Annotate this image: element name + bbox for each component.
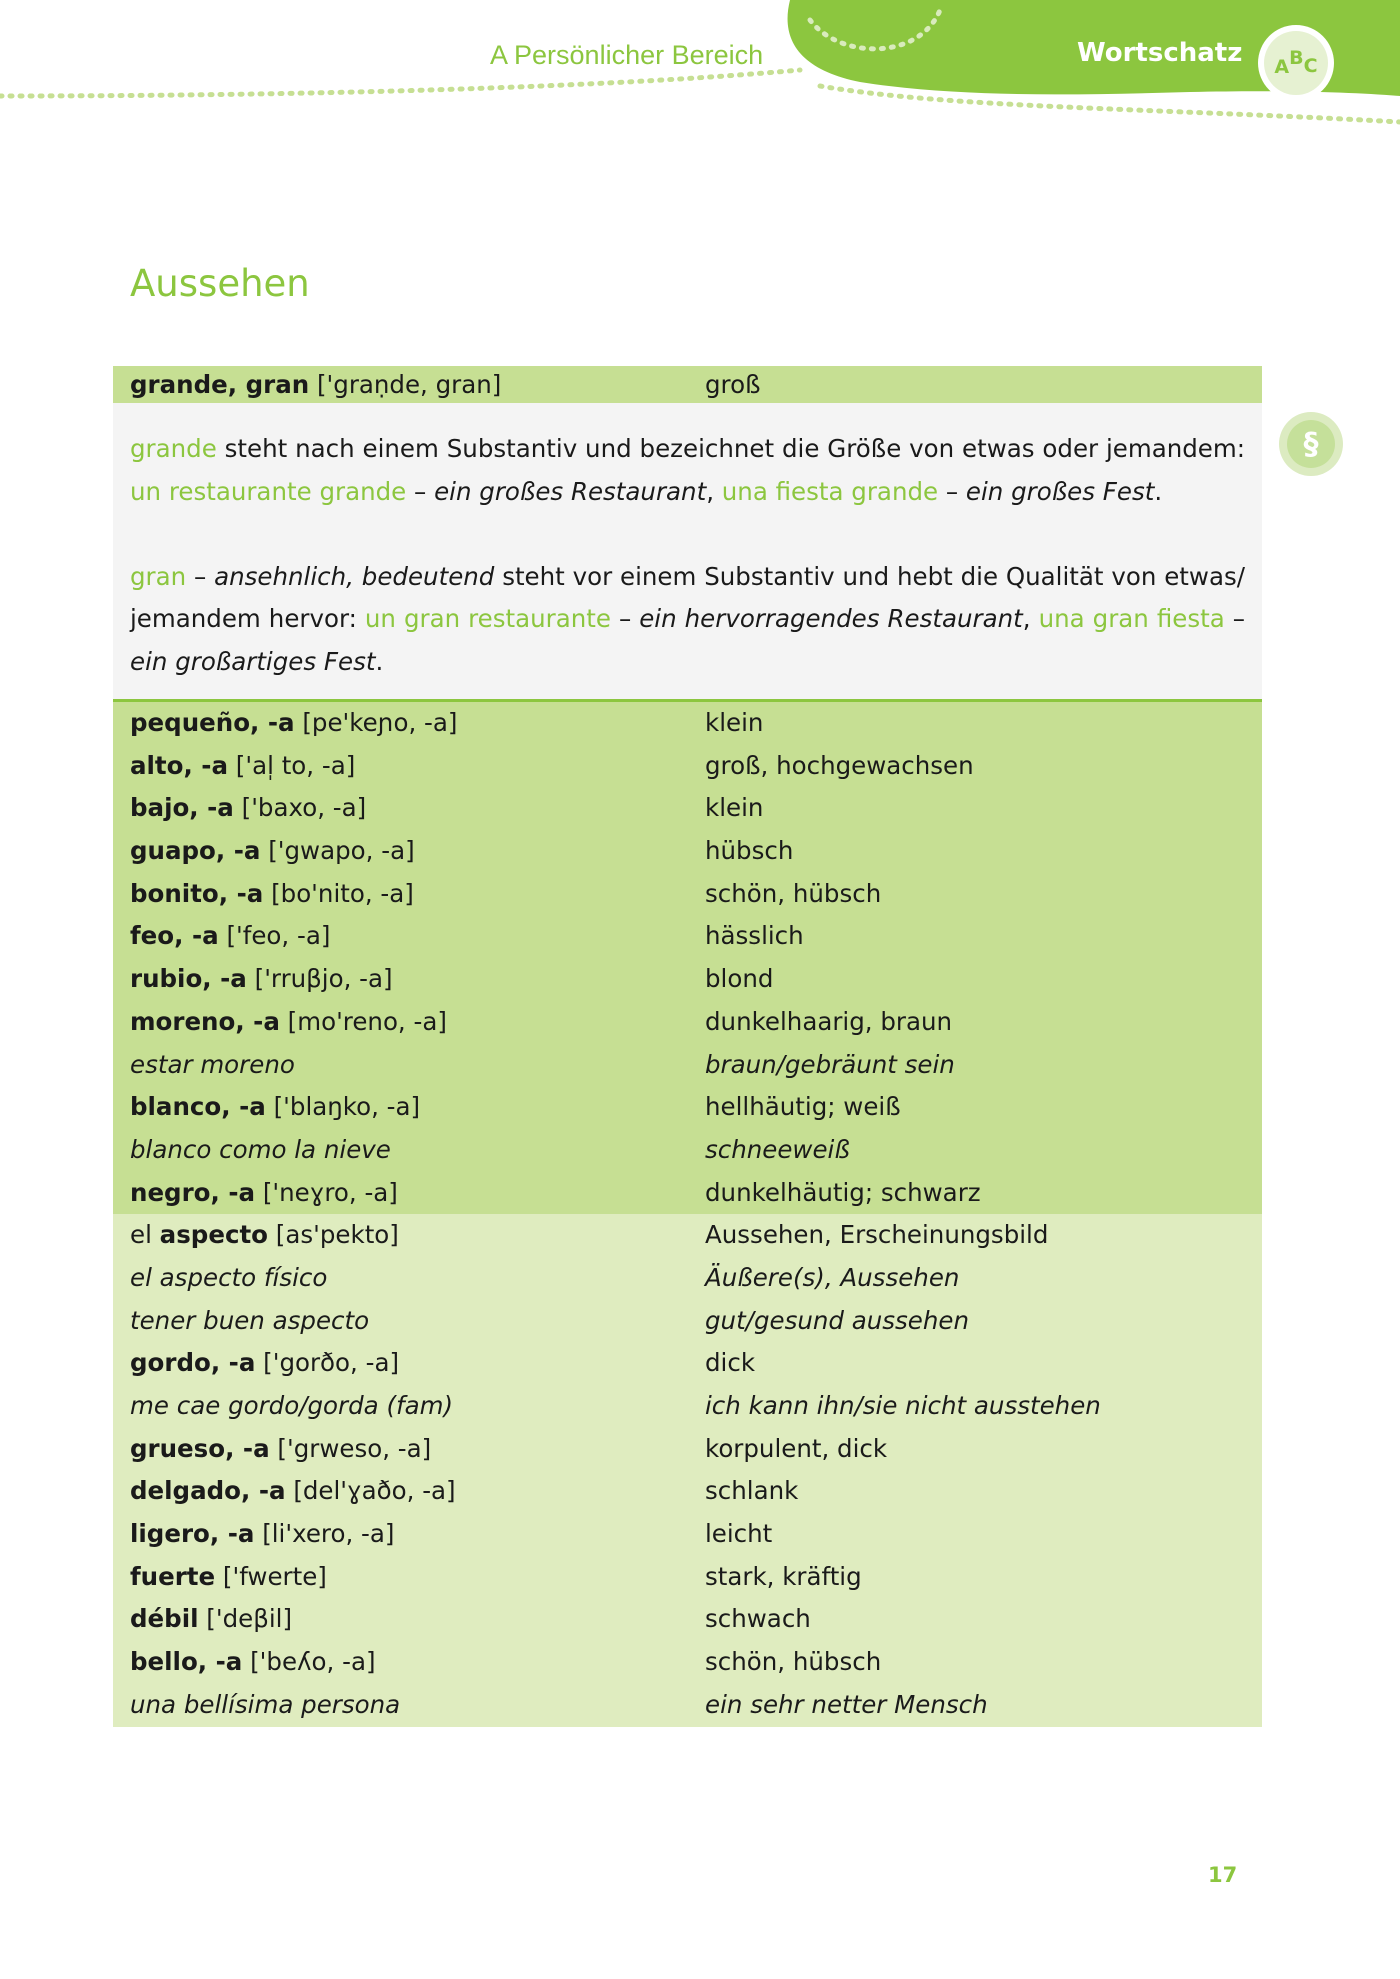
spanish-term [130,702,457,745]
phonetic: ['rruβjo, -a] [246,964,393,994]
german-translation: dunkelhaarig, braun [705,1006,953,1036]
phonetic: [li'xero, -a] [254,1519,395,1549]
spanish-term [130,1257,327,1300]
page-number: 17 [1208,1863,1238,1887]
phonetic: ['baxo, -a] [233,793,367,823]
spanish-term [130,1129,391,1172]
german-translation: groß [705,370,761,399]
vocab-row [113,1641,1262,1684]
note-segment: steht vor einem Substantiv und hebt die Qualität von etwas/ jemandem hervor: [130,561,1245,633]
term-part: grueso, -a [130,1433,270,1463]
vocab-group-adjectives [113,702,1262,1214]
spanish-term [130,958,393,1001]
german-translation: hässlich [705,921,804,951]
vocab-row [113,1172,1262,1215]
paragraph-icon [1279,412,1343,476]
spanish-term [130,1598,292,1641]
vocab-row [113,1684,1262,1727]
note-segment: . [1154,476,1163,506]
usage-note-grande [130,428,1245,513]
vocab-row [113,1129,1262,1172]
german-translation: schlank [705,1476,799,1506]
note-segment: una fiesta grande [721,476,939,506]
term-part: moreno, -a [130,1006,280,1036]
vocab-row [113,1214,1262,1257]
vocab-row [113,1470,1262,1513]
term-part: pequeño, -a [130,708,295,737]
vocab-row [113,1086,1262,1129]
term-part: bajo, -a [130,793,234,823]
abc-letter-c: C [1303,55,1318,77]
vocab-row-grande [113,366,1262,403]
term-part: delgado, -a [130,1476,286,1506]
page-title: Aussehen [130,262,310,305]
phonetic: ['feo, -a] [218,921,331,951]
german-translation: ich kann ihn/sie nicht ausstehen [705,1391,1101,1420]
spanish-term [130,915,330,958]
german-translation: blond [705,964,774,994]
phonetic: ['grweso, -a] [269,1433,432,1463]
vocab-group-appearance [113,1214,1262,1726]
phonetic: ['blaŋko, -a] [265,1092,421,1122]
note-segment: ein großartiges Fest [130,646,376,676]
term-part: estar moreno [130,1049,295,1079]
spanish-term [130,1513,394,1556]
spanish-term [130,1641,376,1684]
term-part: el [130,1220,160,1250]
phonetic: ['beʎo, -a] [242,1647,376,1677]
vocab-row [113,702,1262,745]
german-translation: korpulent, dick [705,1433,888,1463]
vocab-row [113,1513,1262,1556]
abc-icon [1258,25,1334,101]
vocab-row [113,958,1262,1001]
spanish-term [130,1172,398,1215]
term-part: guapo, -a [130,836,261,866]
spanish-term [130,1556,327,1599]
german-translation: stark, kräftig [705,1561,862,1591]
german-translation: Aussehen, Erscheinungsbild [705,1220,1049,1250]
section-label: A Persönlicher Bereich [490,40,764,70]
note-segment: – [610,604,640,633]
german-translation: Äußere(s), Aussehen [705,1262,960,1292]
note-segment: ein großes Restaurant [434,476,707,506]
term-part: fuerte [130,1561,216,1591]
phonetic: ['gwapo, -a] [260,836,415,866]
vocab-row [113,1300,1262,1343]
phonetic: ['al̩ to, -a] [228,750,356,780]
term-part: me cae gordo/gorda (fam) [130,1391,454,1420]
term-part: tener buen aspecto [130,1305,370,1335]
note-segment: un gran restaurante [364,604,611,633]
german-translation: klein [705,793,764,823]
spanish-term [130,1300,369,1343]
vocab-row [113,1385,1262,1428]
vocab-row [113,1342,1262,1385]
spanish-term [130,1342,399,1385]
spanish-term [130,1001,447,1044]
vocab-row [113,1556,1262,1599]
abc-letter-a: A [1274,56,1290,78]
vocab-row [113,1598,1262,1641]
term-part: blanco como la nieve [130,1134,391,1164]
german-translation: schwach [705,1604,811,1634]
note-segment: – [406,476,435,506]
german-translation: schön, hübsch [705,1647,882,1677]
vocab-row [113,830,1262,873]
term-part: rubio, -a [130,964,247,994]
vocab-row [113,873,1262,916]
vocab-row [113,787,1262,830]
vocab-row [113,1257,1262,1300]
term-part: gordo, -a [130,1348,256,1378]
vocab-row [113,1044,1262,1087]
term-part: aspecto [159,1220,269,1250]
spanish-term: grande, gran ['graṇde, gran] [130,370,502,399]
phonetic: ['deβil] [198,1604,293,1634]
vocabulary-table [113,366,1262,1727]
note-segment: una gran fiesta [1038,604,1225,633]
spanish-term [130,787,366,830]
german-translation: schön, hübsch [705,878,882,908]
note-segment: – [938,476,966,506]
spanish-term [130,873,414,916]
german-translation: hübsch [705,836,794,866]
paragraph-symbol: § [1287,420,1335,468]
term-part: el aspecto físico [130,1262,328,1292]
german-translation: gut/gesund aussehen [705,1305,969,1335]
note-segment: gran [130,561,187,591]
term-part: ligero, -a [130,1519,255,1549]
german-translation: braun/gebräunt sein [705,1049,955,1079]
german-translation: groß, hochgewachsen [705,750,974,780]
note-segment: – [186,561,215,591]
phonetic: ['gorðo, -a] [255,1348,400,1378]
phonetic: [as'pekto] [268,1220,399,1250]
abc-letter-b: B [1289,47,1304,69]
note-segment: . [375,646,384,676]
term-part: bonito, -a [130,878,264,908]
term-part: blanco, -a [130,1092,266,1122]
term-part: alto, -a [130,750,229,780]
phonetic: [pe'keɲo, -a] [294,708,458,737]
term-part: feo, -a [130,921,219,951]
note-segment: steht nach einem Substantiv und bezeichnet die Größe von etwas oder jemandem: [216,434,1245,463]
spanish-term [130,1385,453,1428]
german-translation: hellhäutig; weiß [705,1092,901,1122]
german-translation: ein sehr netter Mensch [705,1689,988,1719]
note-segment: ansehnlich, bedeutend [214,561,495,591]
note-segment: , [706,476,722,506]
spanish-term [130,745,355,788]
vocab-row [113,745,1262,788]
vocab-row [113,915,1262,958]
spanish-term [130,1044,295,1087]
term-part: negro, -a [130,1177,256,1207]
note-segment: ein großes Fest [965,476,1155,506]
spanish-term [130,830,415,873]
spanish-term [130,1214,399,1257]
wortschatz-title: Wortschatz [1077,38,1243,68]
term-part: bello, -a [130,1647,243,1677]
spanish-term [130,1684,400,1727]
note-segment: – [1224,604,1245,633]
note-segment: , [1022,604,1039,633]
german-translation: schneeweiß [705,1134,850,1164]
term-part: una bellísima persona [130,1689,401,1719]
german-translation: dunkelhäutig; schwarz [705,1177,981,1207]
phonetic: [bo'nito, -a] [263,878,414,908]
usage-note-gran [130,556,1245,684]
german-translation: leicht [705,1519,773,1549]
vocab-row [113,1428,1262,1471]
spanish-term [130,1470,456,1513]
note-segment: ein hervorragendes Restaurant [639,604,1023,633]
phonetic: [mo'reno, -a] [279,1006,447,1036]
phonetic: ['fwerte] [215,1561,327,1591]
german-translation: klein [705,708,764,737]
term-part: débil [130,1604,199,1634]
spanish-term [130,1086,420,1129]
usage-note [113,403,1262,702]
phonetic: ['neɣro, -a] [255,1177,398,1207]
german-translation: dick [705,1348,756,1378]
note-segment: un restaurante grande [130,476,407,506]
spanish-term [130,1428,431,1471]
phonetic: [del'ɣaðo, -a] [285,1476,456,1506]
note-segment: grande [130,434,217,463]
vocab-row [113,1001,1262,1044]
